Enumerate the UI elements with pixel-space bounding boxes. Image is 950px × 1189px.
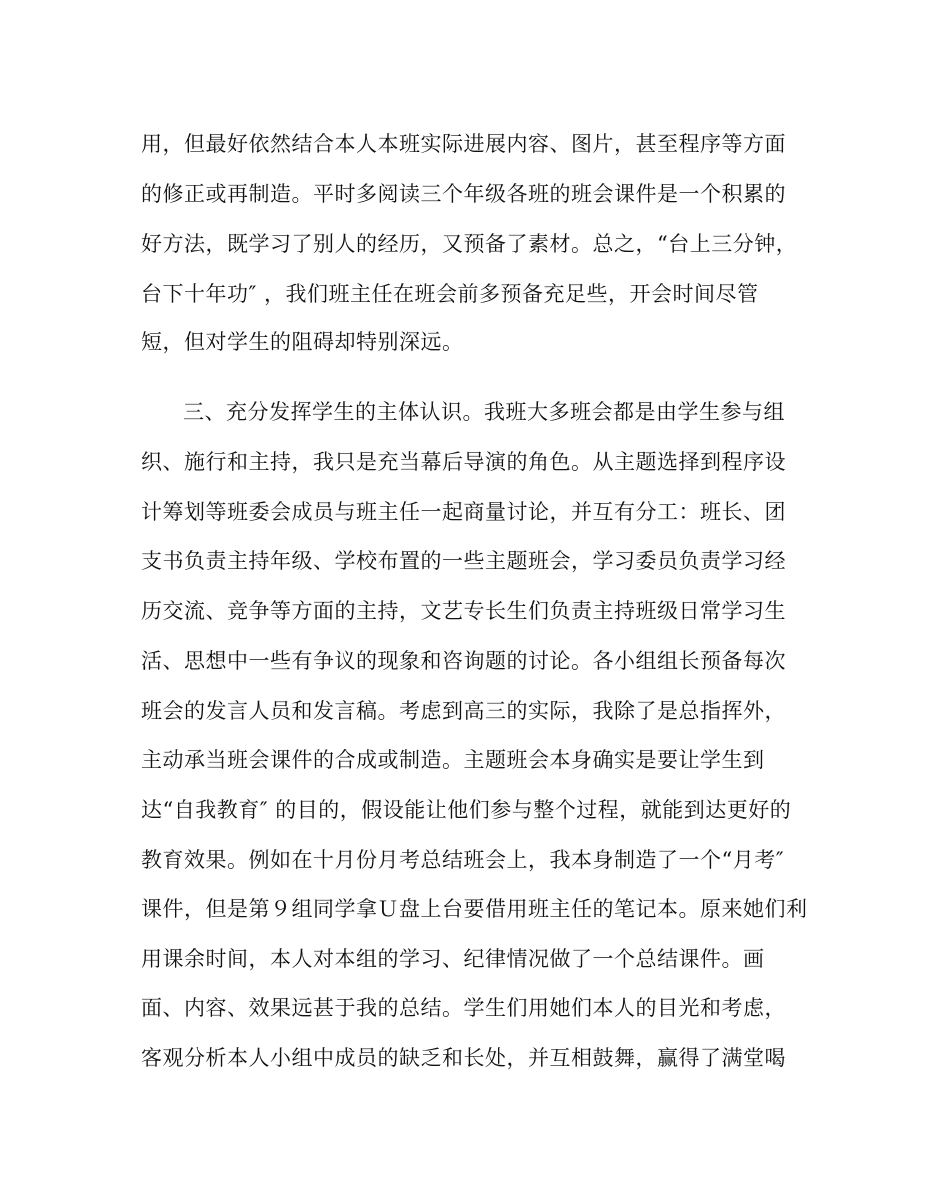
text-line: 台下十年功″ ，我们班主任在班会前多预备充足些，开会时间尽管 [141,282,759,306]
text-line: 用课余时间，本人对本组的学习、纪律情况做了一个总结课件。画 [141,947,765,971]
text-line: 历交流、竞争等方面的主持，文艺专长生们负责主持班级日常学习生 [141,599,786,623]
text-line: 主动承当班会课件的合成或制造。主题班会本身确实是要让学生到 [141,748,765,772]
text-line: 支书负责主持年级、学校布置的一些主题班会，学习委员负责学习经 [141,549,786,573]
text-line: 班会的发言人员和发言稿。考虑到高三的实际，我除了是总指挥外， [141,699,786,723]
text-line: 面、内容、效果远甚于我的总结。学生们用她们本人的目光和考虑， [141,996,786,1020]
text-line: 好方法，既学习了别人的经历，又预备了素材。总之，“台上三分钟， [141,232,798,256]
text-line: 用，但最好依然结合本人本班实际进展内容、图片，甚至程序等方面 [141,132,786,156]
text-line: 达“自我教育″ 的目的，假设能让他们参与整个过程，就能到达更好的 [141,798,792,822]
text-line: 教育效果。例如在十月份月考总结班会上，我本身制造了一个“月考″ [141,848,785,872]
text-line: 短，但对学生的阻碍却特别深远。 [141,330,464,354]
text-line: 客观分析本人小组中成员的缺乏和长处，并互相鼓舞，赢得了满堂喝 [141,1046,786,1070]
text-line: 计筹划等班委会成员与班主任一起商量讨论，并互有分工：班长、团 [141,500,786,524]
text-line: 的修正或再制造。平时多阅读三个年级各班的班会课件是一个积累的 [141,182,786,206]
text-line: 课件，但是第９组同学拿Ｕ盘上台要借用班主任的笔记本。原来她们利 [141,897,808,921]
text-line: 三、充分发挥学生的主体认识。我班大多班会都是由学生参与组 [183,400,785,424]
text-line: 活、思想中一些有争议的现象和咨询题的讨论。各小组组长预备每次 [141,649,786,673]
text-line: 织、施行和主持，我只是充当幕后导演的角色。从主题选择到程序设 [141,450,786,474]
